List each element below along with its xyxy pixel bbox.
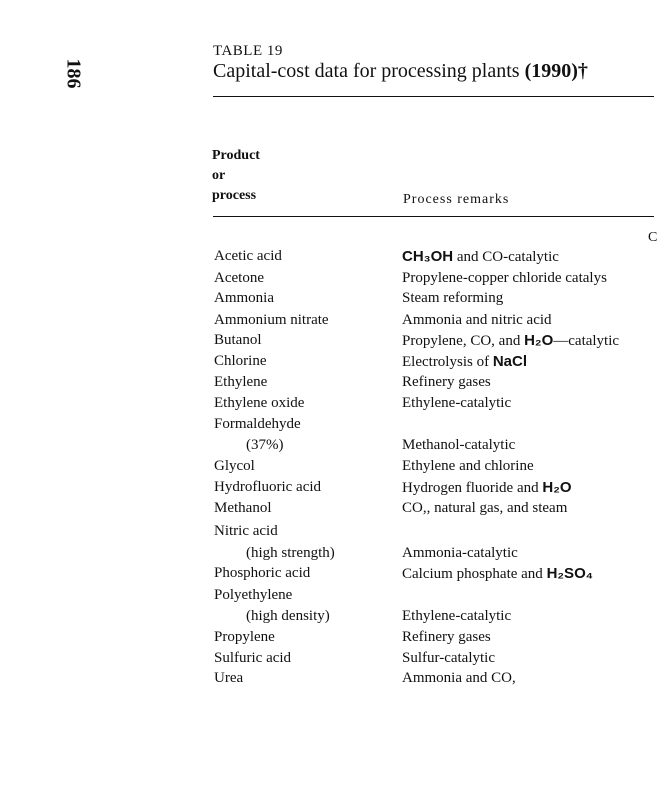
table-cell-product: Chlorine <box>214 353 267 369</box>
chemical-formula: CH₃OH <box>402 248 454 265</box>
remarks-text: Ethylene-catalytic <box>402 395 512 411</box>
remarks-text: Methanol-catalytic <box>402 437 516 453</box>
table-cell-remarks <box>402 650 495 667</box>
table-cell-product: Nitric acid <box>214 523 278 539</box>
remarks-text: Calcium phosphate and <box>402 566 547 582</box>
column-header-remarks: Process remarks <box>403 192 510 207</box>
table-cell-product: Acetic acid <box>214 248 282 264</box>
table-cell-product: Ammonium nitrate <box>214 312 329 328</box>
table-cell-product: Ethylene oxide <box>214 395 305 411</box>
table-cell-product: Butanol <box>214 332 262 348</box>
table-cell-remarks <box>402 332 619 350</box>
table-cell-remarks <box>402 312 552 329</box>
remarks-text: Ammonia and CO, <box>402 670 516 686</box>
column-header-product <box>212 146 260 206</box>
table-cell-product: Sulfuric acid <box>214 650 292 666</box>
table-cell-remarks <box>402 608 511 625</box>
table-cell-remarks <box>402 353 527 371</box>
table-title-year: (1990)† <box>524 60 588 82</box>
table-cell-remarks <box>402 248 559 266</box>
chemical-formula: H₂O <box>524 332 554 349</box>
table-cell-remarks <box>402 479 572 497</box>
table-cell-remarks <box>402 629 491 646</box>
table-title <box>213 60 588 83</box>
remarks-text: Propylene-copper chloride catalys <box>402 270 607 286</box>
remarks-text: Hydrogen fluoride and <box>402 480 543 496</box>
table-cell-product: Ethylene <box>214 374 268 390</box>
table-cell-product: Formaldehyde <box>214 416 301 432</box>
table-cell-product: (high density) <box>246 608 330 624</box>
top-rule <box>213 96 654 97</box>
table-cell-product: Methanol <box>214 500 272 516</box>
remarks-text: and CO-catalytic <box>453 249 559 265</box>
remarks-text: Ammonia-catalytic <box>402 545 518 561</box>
remarks-text: Sulfur-catalytic <box>402 650 495 666</box>
table-cell-remarks <box>402 545 518 562</box>
column-header-product-line: or <box>212 168 226 183</box>
header-rule <box>213 216 654 217</box>
table-cell-remarks <box>402 458 534 475</box>
chemical-formula: H₂O <box>542 479 572 496</box>
table-cell-product: Glycol <box>214 458 255 474</box>
remarks-text: Electrolysis of <box>402 354 493 370</box>
remarks-text: Steam reforming <box>402 290 504 306</box>
table-cell-remarks <box>402 500 567 517</box>
chemical-formula: H₂SO₄ <box>546 565 593 582</box>
remarks-text: —catalytic <box>553 333 620 349</box>
remarks-text: Ammonia and nitric acid <box>402 312 552 328</box>
table-cell-product: Acetone <box>214 270 264 286</box>
table-cell-remarks <box>402 270 607 287</box>
column-header-product-line: Product <box>212 148 260 163</box>
table-cell-remarks <box>402 374 491 391</box>
remarks-text: Ethylene and chlorine <box>402 458 534 474</box>
cutoff-column-header: C <box>648 230 657 245</box>
table-cell-product: Hydrofluoric acid <box>214 479 322 495</box>
remarks-text: Ethylene-catalytic <box>402 608 512 624</box>
table-title-main: Capital-cost data for processing plants <box>213 60 520 82</box>
table-cell-product: (37%) <box>246 437 284 453</box>
table-cell-remarks <box>402 670 516 687</box>
chemical-formula: NaCl <box>492 353 528 370</box>
table-cell-product: (high strength) <box>246 545 335 561</box>
table-cell-remarks <box>402 290 503 307</box>
table-cell-product: Ammonia <box>214 290 274 306</box>
remarks-text: Refinery gases <box>402 629 491 645</box>
table-cell-remarks <box>402 395 511 412</box>
table-cell-product: Polyethylene <box>214 587 293 603</box>
table-label: TABLE 19 <box>213 43 283 59</box>
remarks-text: Refinery gases <box>402 374 491 390</box>
remarks-text: Propylene, CO, and <box>402 333 525 349</box>
table-cell-remarks <box>402 437 515 454</box>
table-cell-product: Propylene <box>214 629 275 645</box>
table-cell-remarks <box>402 565 593 583</box>
table-cell-product: Phosphoric acid <box>214 565 311 581</box>
column-header-product-line: process <box>212 188 257 203</box>
remarks-text: CO,, natural gas, and steam <box>402 500 568 516</box>
page-number: 186 <box>62 58 85 89</box>
table-cell-product: Urea <box>214 670 244 686</box>
